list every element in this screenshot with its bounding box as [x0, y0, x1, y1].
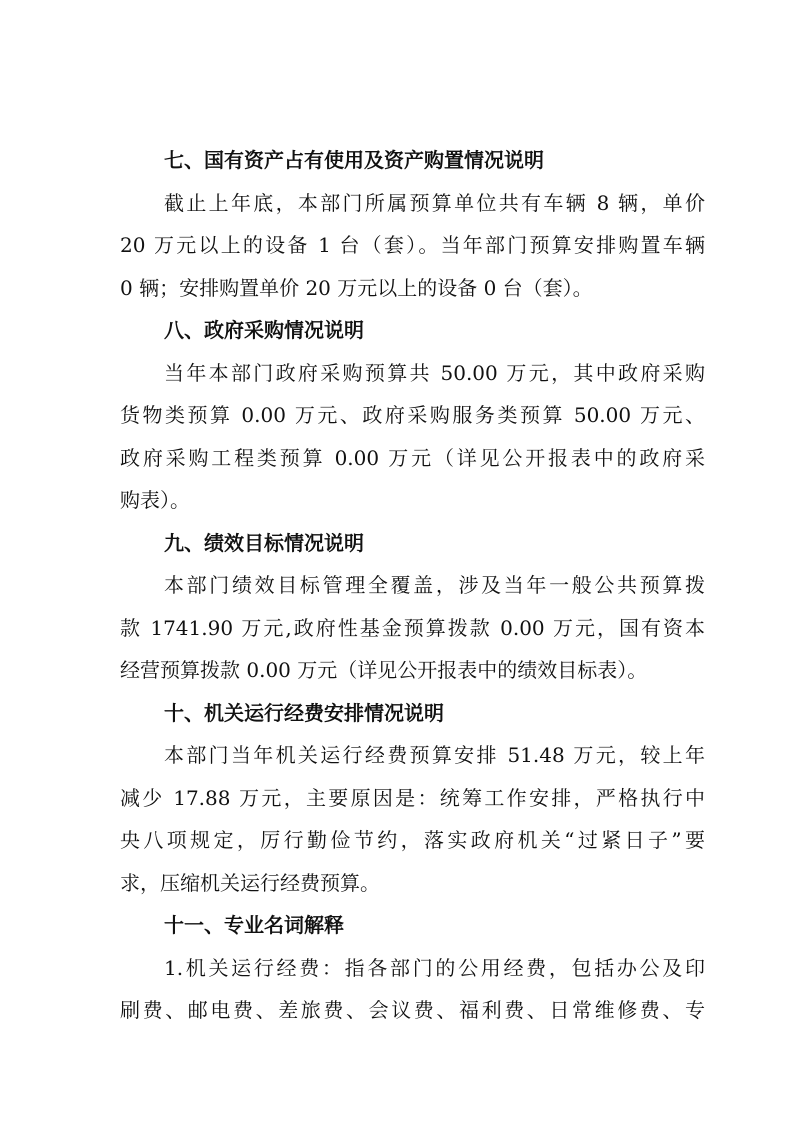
- paragraph-line: 1.机关运行经费：指各部门的公用经费，包括办公及印: [164, 955, 705, 980]
- paragraph-line: 当年本部门政府采购预算共 50.00 万元，其中政府采购: [164, 360, 705, 385]
- section-heading: 七、国有资产占有使用及资产购置情况说明: [164, 148, 544, 172]
- paragraph-line: 本部门绩效目标管理全覆盖，涉及当年一般公共预算拨: [164, 573, 705, 597]
- paragraph-line: 求，压缩机关运行经费预算。: [120, 870, 380, 895]
- paragraph-line: 经营预算拨款 0.00 万元（详见公开报表中的绩效目标表）。: [120, 658, 648, 682]
- paragraph-line: 款 1741.90 万元,政府性基金预算拨款 0.00 万元，国有资本: [120, 615, 705, 640]
- document-body: [120, 139, 705, 1032]
- paragraph-line: 政府采购工程类预算 0.00 万元（详见公开报表中的政府采: [120, 445, 705, 470]
- paragraph-line: 央八项规定，厉行勤俭节约，落实政府机关“过紧日子”要: [120, 828, 705, 852]
- section-heading: 八、政府采购情况说明: [164, 318, 364, 342]
- paragraph-line: 减少 17.88 万元，主要原因是：统筹工作安排，严格执行中: [120, 785, 705, 810]
- paragraph-line: 20 万元以上的设备 1 台（套）。当年部门预算安排购置车辆: [120, 233, 705, 257]
- section-heading: 十一、专业名词解释: [164, 913, 344, 937]
- paragraph-line: 0 辆；安排购置单价 20 万元以上的设备 0 台（套）。: [120, 275, 593, 300]
- paragraph: [120, 182, 705, 310]
- paragraph-line: 本部门当年机关运行经费预算安排 51.48 万元，较上年: [164, 743, 705, 767]
- paragraph-line: 刷费、邮电费、差旅费、会议费、福利费、日常维修费、专: [120, 998, 705, 1022]
- paragraph-line: 购表）。: [120, 488, 190, 512]
- paragraph-line: 货物类预算 0.00 万元、政府采购服务类预算 50.00 万元、: [120, 403, 705, 427]
- paragraph: [120, 734, 705, 904]
- section-heading: 九、绩效目标情况说明: [164, 530, 364, 555]
- section-heading: 十、机关运行经费安排情况说明: [164, 700, 444, 725]
- paragraph-line: 截止上年底，本部门所属预算单位共有车辆 8 辆，单价: [164, 190, 705, 215]
- paragraph: [120, 947, 705, 1032]
- paragraph: [120, 352, 705, 522]
- paragraph: [120, 564, 705, 692]
